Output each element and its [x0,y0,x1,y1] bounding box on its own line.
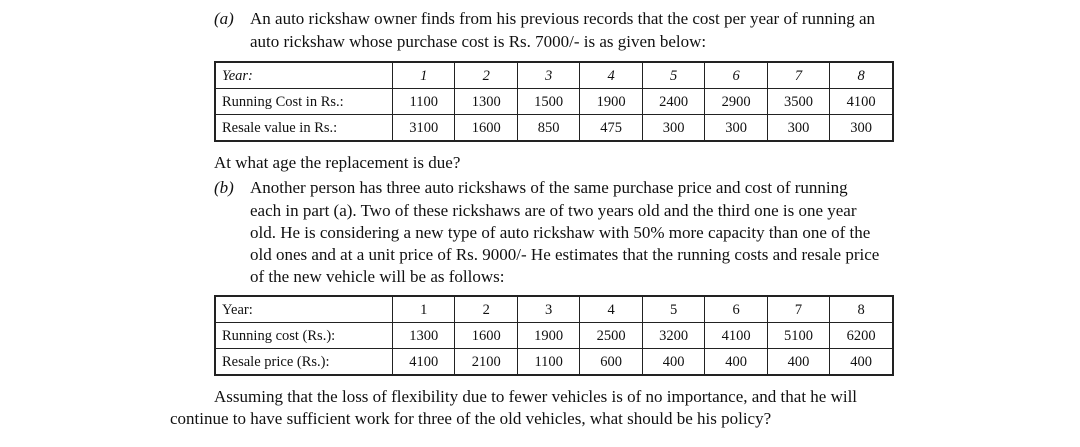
table-row [215,115,893,142]
table-cell: 600 [580,349,642,376]
table-cell: 1100 [393,89,455,115]
part-b-line-1: Another person has three auto rickshaws of the same purchase price and cost of running [250,178,848,197]
table-cell: 8 [830,62,893,89]
table-cell: 6 [705,296,767,323]
table-header-label: Year: [215,62,393,89]
table-cell: 300 [642,115,704,142]
table-cell: 3100 [393,115,455,142]
table-cell: 1 [393,62,455,89]
table-cell: 5 [642,62,704,89]
table-cell: 1900 [517,323,579,349]
table-cell: 300 [830,115,893,142]
table-cell: 400 [767,349,829,376]
table-cell: 300 [705,115,767,142]
table-cell: 300 [767,115,829,142]
table-row [215,349,893,376]
table-row-label: Resale price (Rs.): [215,349,393,376]
table-cell: 3 [517,296,579,323]
table-cell: 2 [455,62,517,89]
table-row [215,89,893,115]
table-cell: 1300 [455,89,517,115]
running-cost-table-b [214,295,894,376]
table-row [215,323,893,349]
table-cell: 1 [393,296,455,323]
part-a-line-1: An auto rickshaw owner finds from his previous records that the cost per year of running an [250,9,876,28]
table-cell: 3 [517,62,579,89]
table-row-label: Running Cost in Rs.: [215,89,393,115]
table-cell: 1300 [393,323,455,349]
table-cell: 400 [705,349,767,376]
table-row-label: Resale value in Rs.: [215,115,393,142]
table-cell: 5 [642,296,704,323]
table-row [215,296,893,323]
table-cell: 1600 [455,323,517,349]
table-cell: 3200 [642,323,704,349]
table-cell: 5100 [767,323,829,349]
table-cell: 8 [830,296,893,323]
part-b-line-5: of the new vehicle will be as follows: [250,267,505,286]
table-cell: 4 [580,62,642,89]
part-b-line-3: old. He is considering a new type of auto rickshaw with 50% more capacity than one of the [250,223,871,242]
closing-line-1: Assuming that the loss of flexibility due to fewer vehicles is of no importance, and that he will [214,387,858,406]
table-cell: 400 [642,349,704,376]
table-cell: 2900 [705,89,767,115]
table-row [215,62,893,89]
table-cell: 4 [580,296,642,323]
closing-line-2: continue to have sufficient work for three of the old vehicles, what should be his policy? [170,409,772,428]
question-a: At what age the replacement is due? [214,153,461,172]
table-cell: 2400 [642,89,704,115]
table-cell: 6200 [830,323,893,349]
table-cell: 1900 [580,89,642,115]
part-a-line-2: auto rickshaw whose purchase cost is Rs. 7000/- is as given below: [250,32,707,51]
table-cell: 850 [517,115,579,142]
table-cell: 2 [455,296,517,323]
table-cell: 2500 [580,323,642,349]
table-cell: 1500 [517,89,579,115]
table-cell: 4100 [830,89,893,115]
part-a-marker: (a) [214,9,234,28]
running-cost-table-a [214,61,894,142]
table-cell: 7 [767,62,829,89]
table-cell: 1100 [517,349,579,376]
part-b-line-4: old ones and at a unit price of Rs. 9000/- He estimates that the running costs and resale price [250,245,880,264]
table-cell: 2100 [455,349,517,376]
table-header-label: Year: [215,296,393,323]
table-cell: 4100 [393,349,455,376]
table-cell: 3500 [767,89,829,115]
table-cell: 6 [705,62,767,89]
table-cell: 400 [830,349,893,376]
table-cell: 4100 [705,323,767,349]
table-cell: 1600 [455,115,517,142]
part-b-marker: (b) [214,178,234,197]
part-b-line-2: each in part (a). Two of these rickshaws are of two years old and the third one is one year [250,201,857,220]
table-cell: 7 [767,296,829,323]
table-cell: 475 [580,115,642,142]
table-row-label: Running cost (Rs.): [215,323,393,349]
